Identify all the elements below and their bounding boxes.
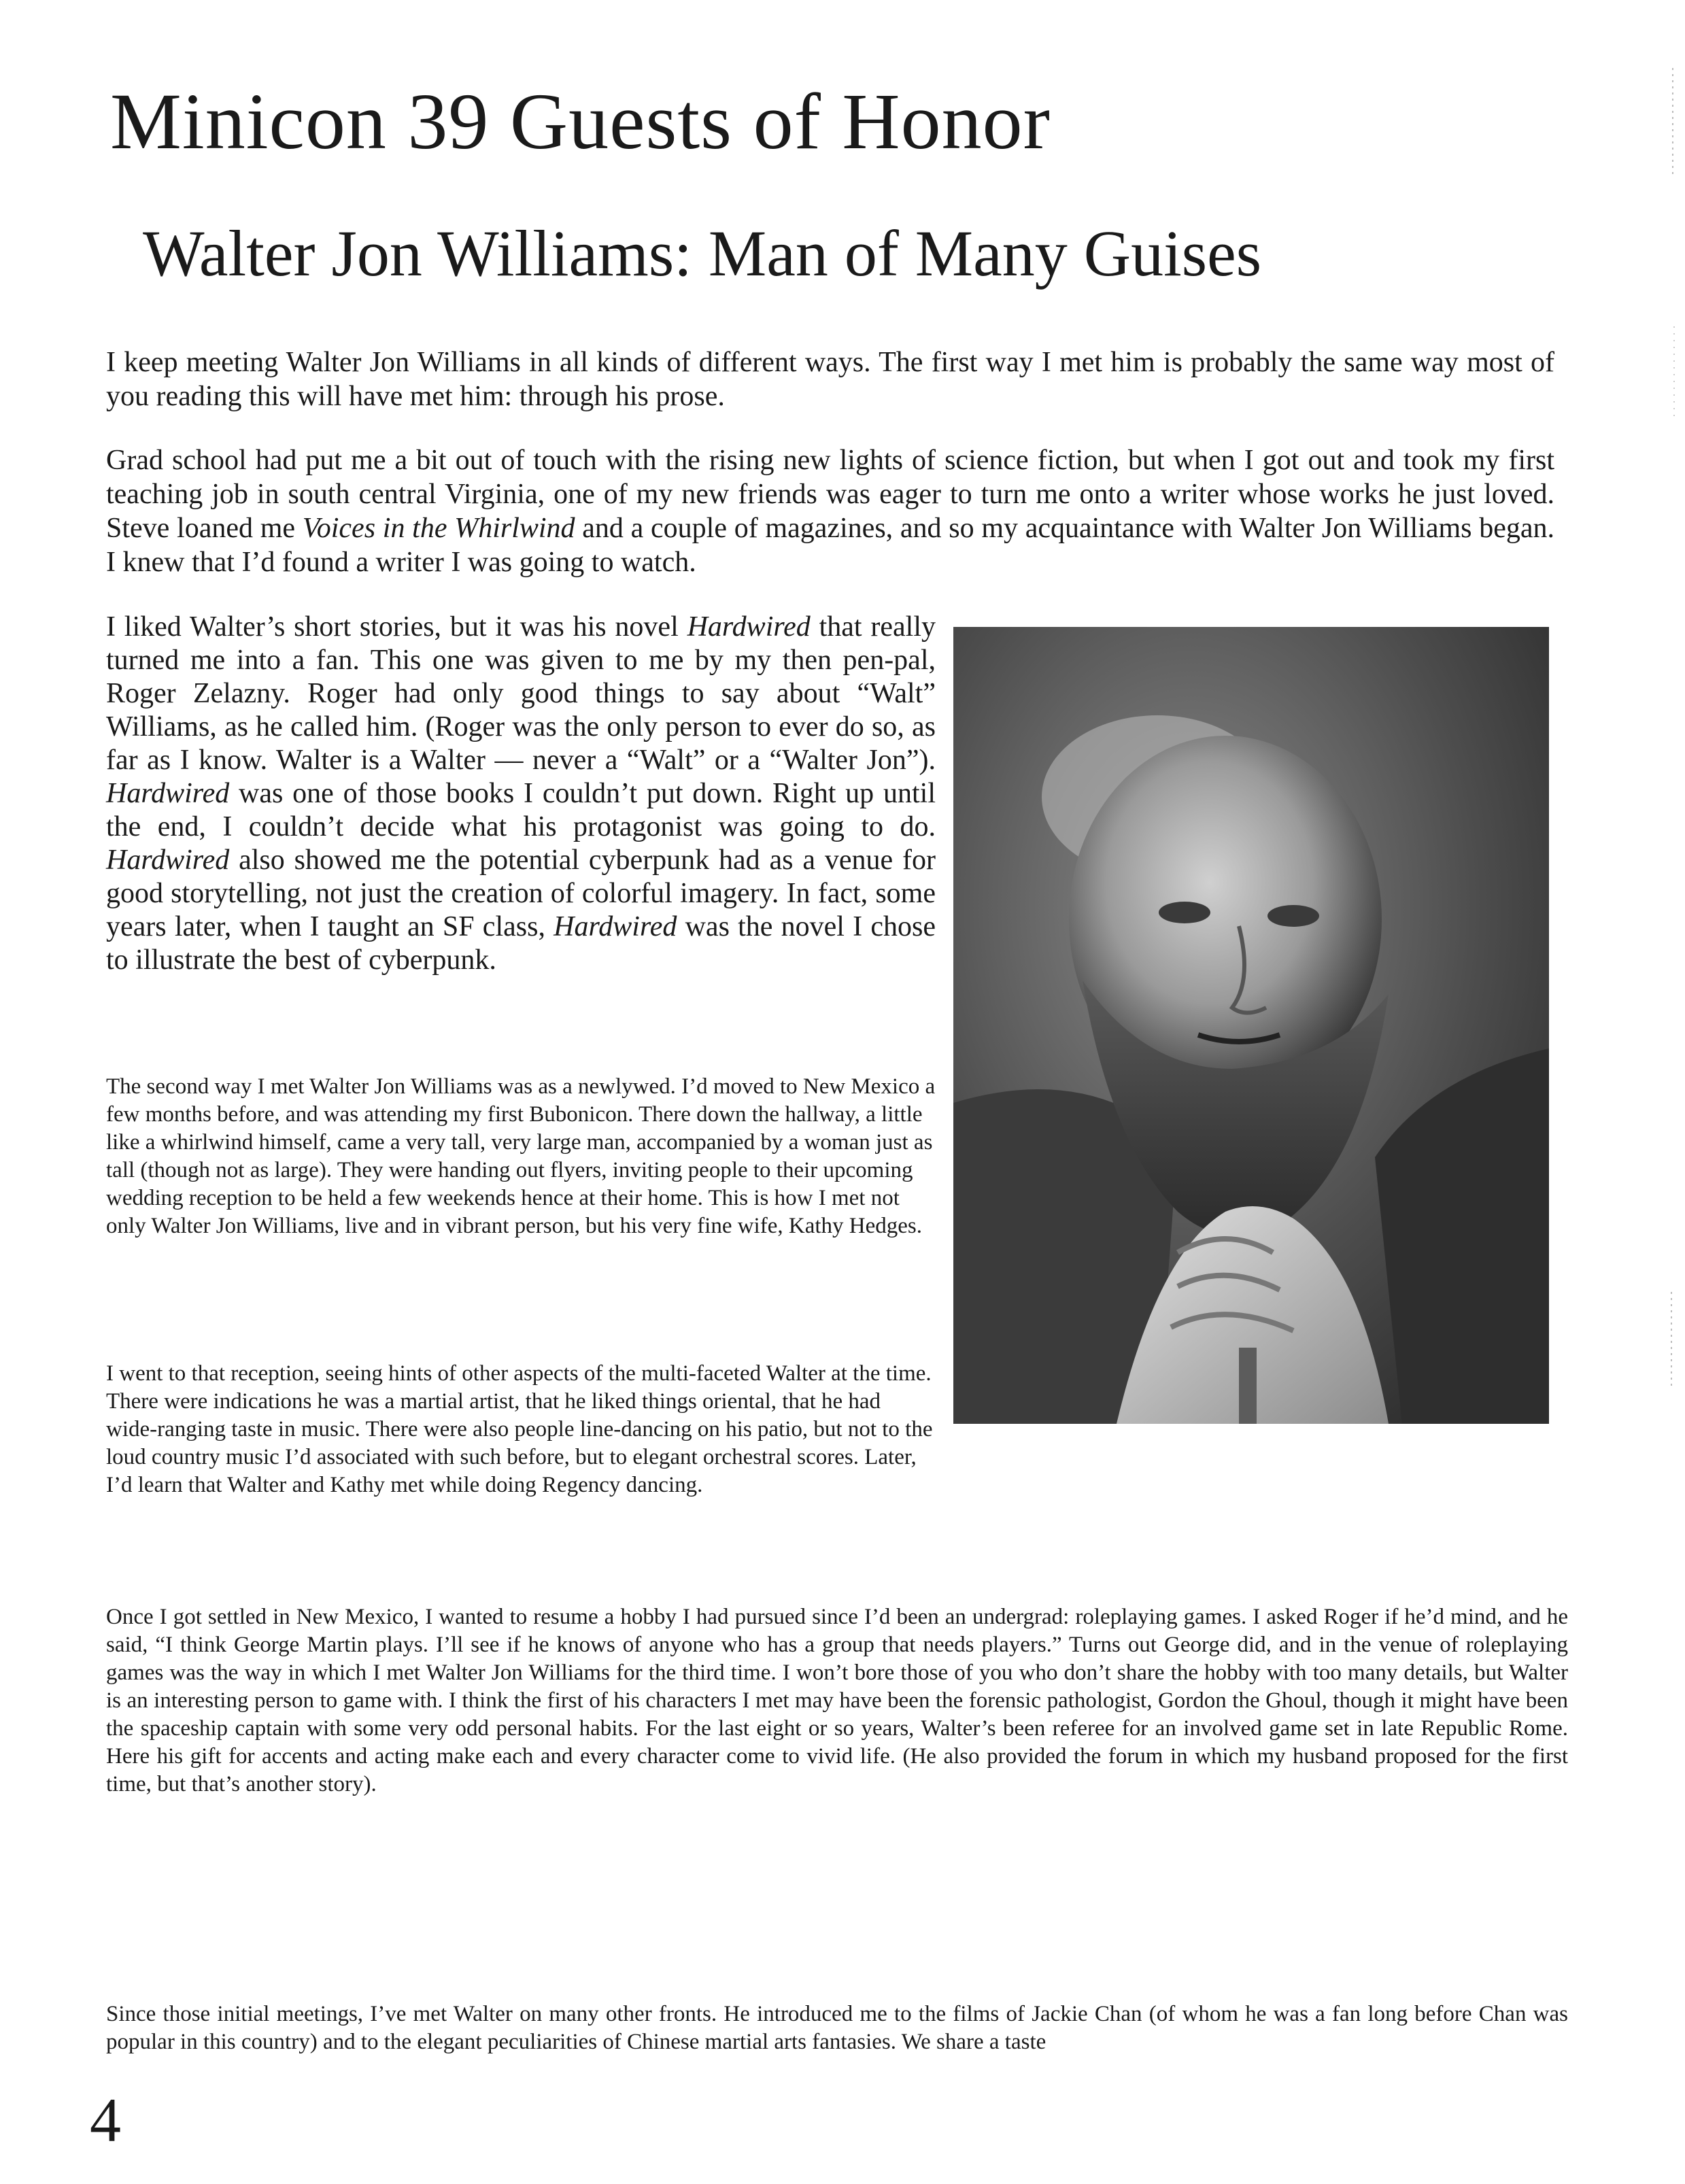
scan-edge-marks (1666, 0, 1680, 2181)
paragraph-reception: I went to that reception, seeing hints of other aspects of the multi-faceted Walter at the time. There were indications he was a martial artist, that he liked things oriental, that he had wide-ranging taste in music. There were also people line-dancing on his patio, but not to the loud country music I’d associated with such before, but to elegant orchestral scores. Later, I’d learn that Walter and Kathy met while doing Regency dancing. (106, 1361, 933, 1497)
paragraph-text: was the novel I chose to illustrate the best of cyberpunk. (106, 911, 936, 976)
paragraph-text: that really turned me into a fan. This one was given to me by my then pen-pal, Roger Zelazny. Roger had only good things to say about “Walt” Williams, as he called him. (Roger was the only person to ever do so, as far as I know. Walter is a Walter — never a “Walt” or a “Walter Jon”). (106, 611, 936, 776)
page-title: Minicon 39 Guests of Honor (110, 77, 1051, 166)
paragraph-bubonicon: The second way I met Walter Jon Williams was as a newlywed. I’d moved to New Mexico a few months before, and was attending my first Bubonicon. There down the hallway, a little like a whirlwind himself, came a very tall, very large man, accompanied by a woman just as tall (though not as large). They were handing out flyers, inviting people to their upcoming wedding reception to be held a few weekends hence at their home. This is how I met not only Walter Jon Williams, live and in vibrant person, but his very fine wife, Kathy Hedges. (106, 1074, 936, 1238)
paragraph-hardwired (106, 611, 936, 977)
portrait-image (953, 627, 1549, 1424)
paragraph-text: Grad school had put me a bit out of touch with the rising new lights of science fiction, but when I got out and took my first teaching job in south central Virginia, one of my new friends was eager to turn me onto a writer whose works he just loved. Steve loaned me (106, 445, 1554, 544)
book-title: Voices in the Whirlwind (302, 513, 575, 544)
article-subtitle: Walter Jon Williams: Man of Many Guises (143, 217, 1262, 290)
author-portrait (953, 627, 1549, 1424)
paragraph-text: was one of those books I couldn’t put down. Right up until the end, I couldn’t decide what his protagonist was going to do. (106, 778, 936, 842)
paragraph-text: I liked Walter’s short stories, but it was his novel (106, 611, 687, 643)
scan-noise-icon (1666, 0, 1680, 2181)
book-title: Hardwired (106, 844, 230, 876)
book-title: Hardwired (687, 611, 811, 643)
paragraph-grad-school (106, 443, 1554, 579)
page-number: 4 (90, 2085, 121, 2155)
book-title: Hardwired (106, 778, 230, 809)
paragraph-roleplaying: Once I got settled in New Mexico, I wanted to resume a hobby I had pursued since I’d been an undergrad: roleplaying games. I asked Roger if he’d mind, and he said, “I think George Martin plays. I’ll see if he knows of anyone who has a group that needs players.” Turns out George did, and in the venue of roleplaying games was the way in which I met Walter Jon Williams for the third time. I won’t bore those of you who don’t share the hobby with too many details, but Walter is an interesting person to game with. I think the first of his characters I met may have been the forensic pathologist, Gordon the Ghoul, though it might have been the spaceship captain with some very odd personal habits. For the last eight or so years, Walter’s been referee for an involved game set in late Republic Rome. Here his gift for accents and acting make each and every character come to vivid life. (He also provided the forum in which my husband proposed for the first time, but that’s another story). (106, 1605, 1568, 1796)
paragraph-text: also showed me the potential cyberpunk had as a venue for good storytelling, not just the creation of colorful imagery. In fact, some years later, when I taught an SF class, (106, 844, 936, 942)
book-title: Hardwired (554, 911, 677, 942)
paragraph-text: and a couple of magazines, and so my acquaintance with Walter Jon Williams began. I knew that I’d found a writer I was going to watch. (106, 513, 1554, 578)
paragraph-intro: I keep meeting Walter Jon Williams in all kinds of different ways. The first way I met him is probably the same way most of you reading this will have met him: through his prose. (106, 347, 1554, 412)
paragraph-other-fronts: Since those initial meetings, I’ve met Walter on many other fronts. He introduced me to the films of Jackie Chan (of whom he was a fan long before Chan was popular in this country) and to the elegant peculiarities of Chinese martial arts fantasies. We share a taste (106, 2002, 1568, 2054)
